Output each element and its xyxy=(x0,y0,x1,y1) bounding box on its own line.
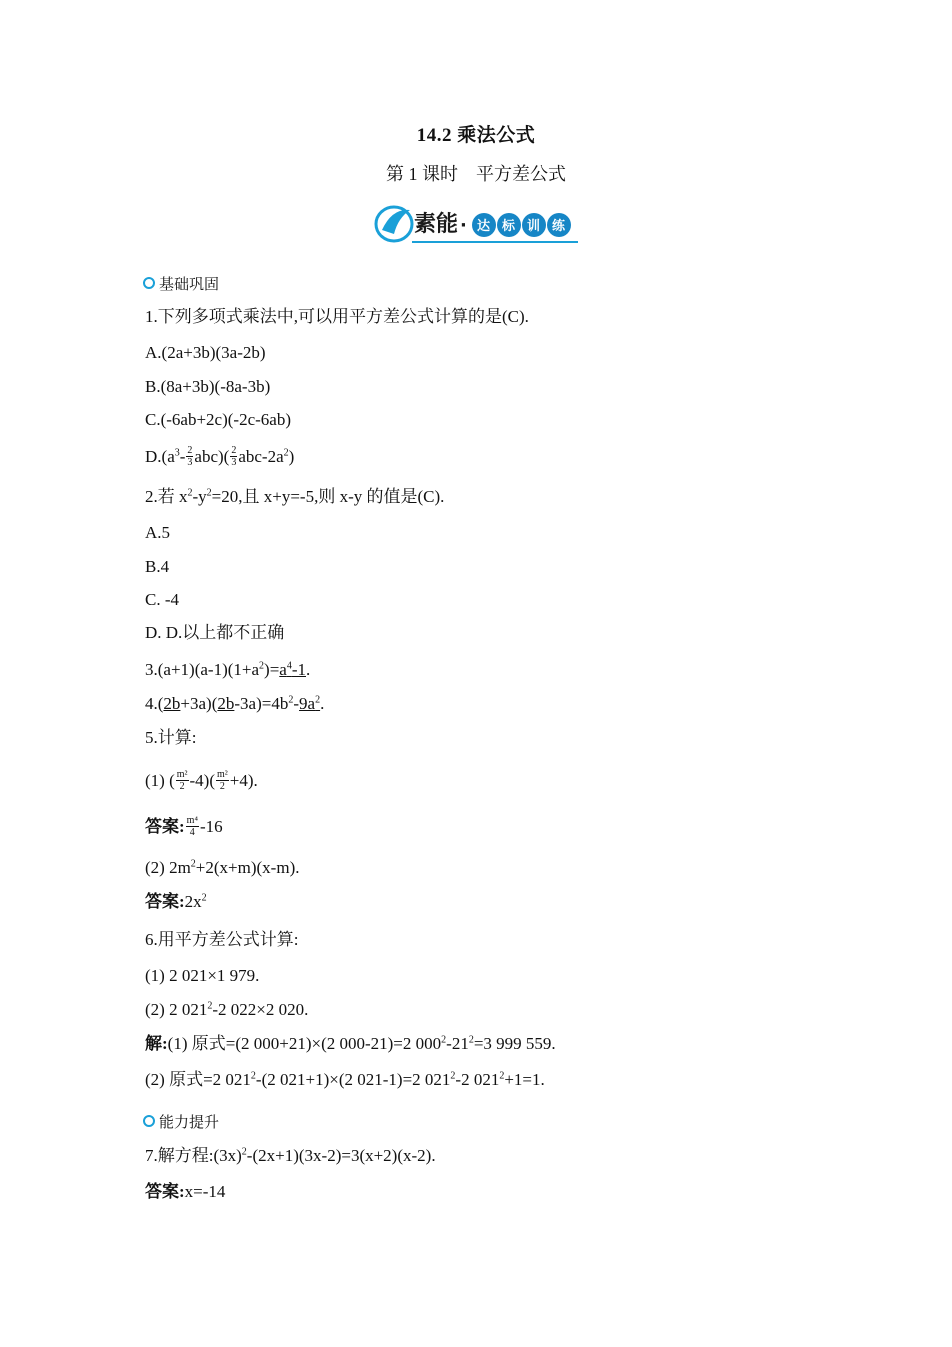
q7-answer: 答案:x=-14 xyxy=(145,1182,226,1201)
q3-answer: $a^4-1$ xyxy=(279,660,306,679)
q2-option-a: A.5 xyxy=(145,523,171,542)
banner-dot: · xyxy=(460,215,467,236)
q6-solution2: (2) 原式=2 $021^2-(2$ 021+1)×(2 021-1)=2 $021^2-2$ $021^2+1=1$. xyxy=(145,1070,545,1089)
page-subtitle: 第 1 课时 平方差公式 xyxy=(386,164,566,184)
q5-stem: 5.计算: xyxy=(145,728,197,747)
q4-line: $4.(2b+3a)(2b-3a)=4b^2-9a^2$. xyxy=(145,694,325,713)
q1-option-b: B.(8a+3b)(-8a-3b) xyxy=(145,377,271,396)
q1-option-c: C.(-6ab+2c)(-2c-6ab) xyxy=(145,410,291,429)
q1-stem: 1.下列多项式乘法中,可以用平方差公式计算的是(C). xyxy=(145,307,529,326)
banner-badge-2: 标 xyxy=(502,219,516,234)
banner-logo xyxy=(372,200,584,246)
section-advanced: 能力提升 xyxy=(143,1111,219,1132)
fraction: $\frac{2}{3}$ xyxy=(187,444,193,468)
q5-part2: (2) $2m^2+2(x+m)(x-m)$. xyxy=(145,858,300,877)
circle-bullet-icon xyxy=(143,1115,155,1127)
q2-option-b: B.4 xyxy=(145,557,170,576)
banner-badge-4: 练 xyxy=(552,219,566,234)
q6-solution1: 解:(1) 原式=(2 000+21)×(2 000-21)=2 $000^2-21^2=3$ 999 559. xyxy=(145,1034,556,1053)
section-basic: 基础巩固 xyxy=(143,273,219,294)
fraction: $\frac{\text{m⁴}}{4}$ xyxy=(186,814,198,838)
fraction: $\frac{\text{m²}}{2}$ xyxy=(217,768,228,792)
q5-part1: (1) ( $\frac{\text{m²}}{2}$ -4)( $\frac{\text{m²}}{2}$ +4). xyxy=(145,768,258,792)
q6-stem: 6.用平方差公式计算: xyxy=(145,930,299,949)
q6-part1: (1) 2 021×1 979. xyxy=(145,966,260,985)
q2-option-d: D. D.以上都不正确 xyxy=(145,623,285,642)
banner-badge-3: 训 xyxy=(527,219,541,234)
q5-answer2: 答案$:2x^2$ xyxy=(145,892,207,911)
q4-answer: $9a^2$ xyxy=(299,694,321,713)
q1-option-a: A.(2a+3b)(3a-2b) xyxy=(145,343,266,362)
q2-option-c: C. -4 xyxy=(145,590,179,609)
fraction: $\frac{2}{3}$ xyxy=(231,444,237,468)
q6-part2: (2) 2 $021^2-2$ 022×2 020. xyxy=(145,1000,309,1019)
banner-text: 素能 xyxy=(414,212,459,237)
q1-option-d: $D.(a^3-$ $\frac{2}{3}$ abc)( $\frac{2}{3}$ abc-$2a^2$) xyxy=(145,444,295,468)
circle-bullet-icon xyxy=(143,277,155,289)
banner-badge-1: 达 xyxy=(477,219,491,234)
q2-stem: 2.若 $x^2-y^2=20$,且 x+y=-5,则 x-y 的值是(C). xyxy=(145,487,445,506)
q3-line: $3.(a+1)(a-1)(1+a^2)=a^4-1$. xyxy=(145,660,311,679)
feather-icon xyxy=(382,210,410,234)
page-title: 14.2 乘法公式 xyxy=(416,125,536,146)
fraction: $\frac{\text{m²}}{2}$ xyxy=(176,768,188,792)
q5-answer1: 答案: $\frac{\text{m⁴}}{4}$ -16 xyxy=(145,814,223,838)
q7-stem: 7.解方程$:(3x)^2-(2x+1)(3x-2)=3(x+2)(x-2)$. xyxy=(145,1146,436,1165)
